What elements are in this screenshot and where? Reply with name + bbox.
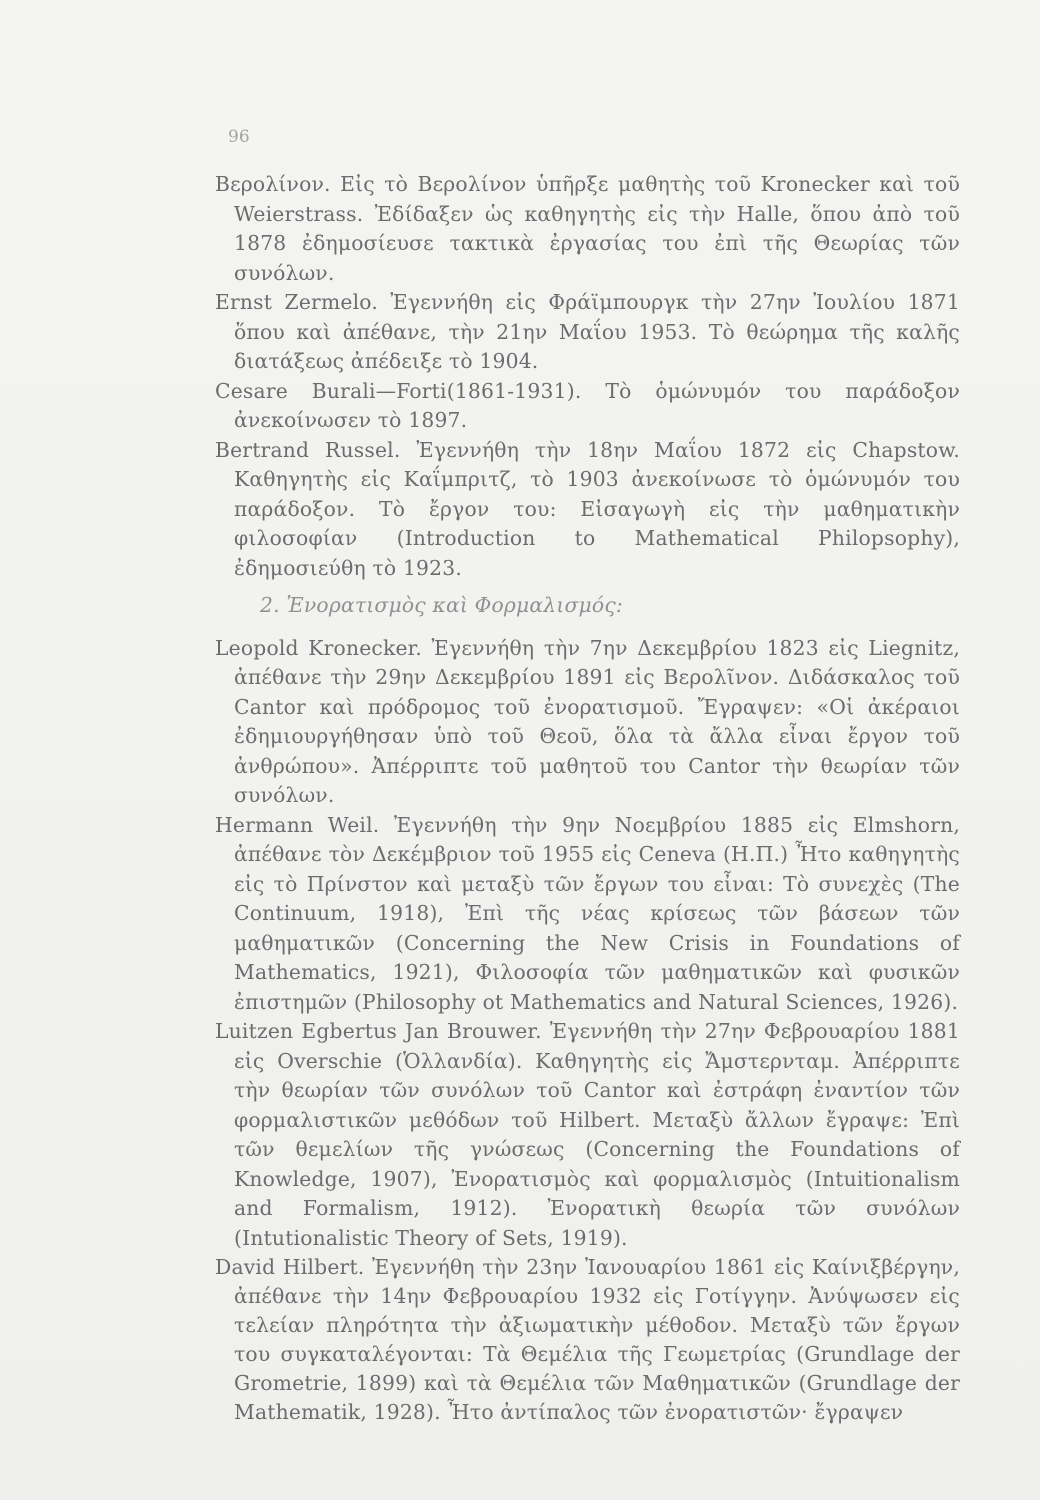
zermelo-entry: Ernst Zermelo. Ἐγεννήθη εἰς Φράϊμπουργκ τὴν 27ην Ἰουλίου 1871 ὅπου καὶ ἀπέθανε, τὴν 21ην Μαΐου 1953. Τὸ θεώρημα τῆς καλῆς διατάξεως ἀπέδειξε τὸ 1904. bbox=[215, 290, 960, 373]
russel-entry: Bertrand Russel. Ἐγεννήθη τὴν 18ην Μαΐου 1872 εἰς Chapstow. Καθηγητὴς εἰς Καΐμπριτζ, τὸ 1903 ἀνεκοίνωσε τὸ ὁμώνυμόν του παράδοξον. Τὸ ἔργον του: Εἰσαγωγὴ εἰς τὴν μαθηματικὴν φιλοσοφίαν (Introduction to Mathematical Philopsophy), ἐδημοσιεύθη τὸ 1923. bbox=[215, 437, 960, 580]
brouwer-entry: Luitzen Egbertus Jan Brouwer. Ἐγεννήθη τὴν 27ην Φεβρουαρίου 1881 εἰς Overschie (Ὁλλανδία). Καθηγητὴς εἰς Ἄμστερνταμ. Ἀπέρριπτε τὴν θεωρίαν τῶν συνόλων τοῦ Cantor καὶ ἐστράφη ἐναντίον τῶν φορμαλιστικῶν μεθόδων τοῦ Hilbert. Μεταξὺ ἄλλων ἔγραψε: Ἐπὶ τῶν θεμελίων τῆς γνώσεως (Concerning the Foundations of Knowledge, 1907), Ἐνορατισμὸς καὶ φορμαλισμὸς (Intuitionalism and Formalism, 1912). Ἐνορατικὴ θεωρία τῶν συνόλων (Intutionalistic Theory of Sets, 1919). bbox=[215, 1019, 960, 1250]
page-content bbox=[215, 170, 960, 1427]
kronecker-entry: Leopold Kronecker. Ἐγεννήθη τὴν 7ην Δεκεμβρίου 1823 εἰς Liegnitz, ἀπέθανε τὴν 29ην Δεκεμβρίου 1891 εἰς Βερολῖνον. Διδάσκαλος τοῦ Cantor καὶ πρόδρομος τοῦ ἐνορατισμοῦ. Ἔγραψεν: «Οἱ ἀκέραιοι ἐδημιουργήθησαν ὑπὸ τοῦ Θεοῦ, ὅλα τὰ ἄλλα εἶναι ἔργον τοῦ ἀνθρώπου». Ἀπέρριπτε τοῦ μαθητοῦ του Cantor τὴν θεωρίαν τῶν συνόλων. bbox=[215, 635, 960, 807]
section-heading-intuitionism-formalism: 2. Ἐνορατισμὸς καὶ Φορμαλισμός: bbox=[260, 593, 623, 617]
cantor-entry-continuation: Βερολίνον. Εἰς τὸ Βερολίνον ὑπῆρξε μαθητὴς τοῦ Kronecker καὶ τοῦ Weierstrass. Ἐδίδαξεν ὡς καθηγητὴς εἰς τὴν Halle, ὅπου ἀπὸ τοῦ 1878 ἐδημοσίευσε τακτικὰ ἐργασίας του ἐπὶ τῆς Θεωρίας τῶν συνόλων. bbox=[215, 172, 960, 285]
hilbert-entry: David Hilbert. Ἐγεννήθη τὴν 23ην Ἰανουαρίου 1861 εἰς Καίνιξβέργην, ἀπέθανε τὴν 14ην Φεβρουαρίου 1932 εἰς Γοτίγγην. Ἀνύψωσεν εἰς τελείαν πληρότητα τὴν ἀξιωματικὴν μέθοδον. Μεταξὺ τῶν ἔργων του συγκαταλέγονται: Τὰ Θεμέλια τῆς Γεωμετρίας (Grundlage der Grometrie, 1899) καὶ τὰ Θεμέλια τῶν Μαθηματικῶν (Grundlage der Mathematik, 1928). Ἦτο ἀντίπαλος τῶν ἐνορατιστῶν· ἔγραψεν bbox=[215, 1255, 960, 1424]
page-number: 96 bbox=[228, 127, 250, 147]
burali-forti-entry: Cesare Burali—Forti(1861-1931). Τὸ ὁμώνυμόν του παράδοξον ἀνεκοίνωσεν τὸ 1897. bbox=[215, 378, 960, 432]
weil-entry: Hermann Weil. Ἐγεννήθη τὴν 9ην Νοεμβρίου 1885 εἰς Elmshorn, ἀπέθανε τὸν Δεκέμβριον τοῦ 1955 εἰς Ceneva (Η.Π.) Ἦτο καθηγητὴς εἰς τὸ Πρίνστον καὶ μεταξὺ τῶν ἔργων του εἶναι: Τὸ συνεχὲς (The Continuum, 1918), Ἐπὶ τῆς νέας κρίσεως τῶν βάσεων τῶν μαθηματικῶν (Concerning the New Crisis in Foundations of Mathematics, 1921), Φιλοσοφία τῶν μαθηματικῶν καὶ φυσικῶν ἐπιστημῶν (Philosophy ot Mathematics and Natural Sciences, 1926). bbox=[215, 812, 960, 1014]
